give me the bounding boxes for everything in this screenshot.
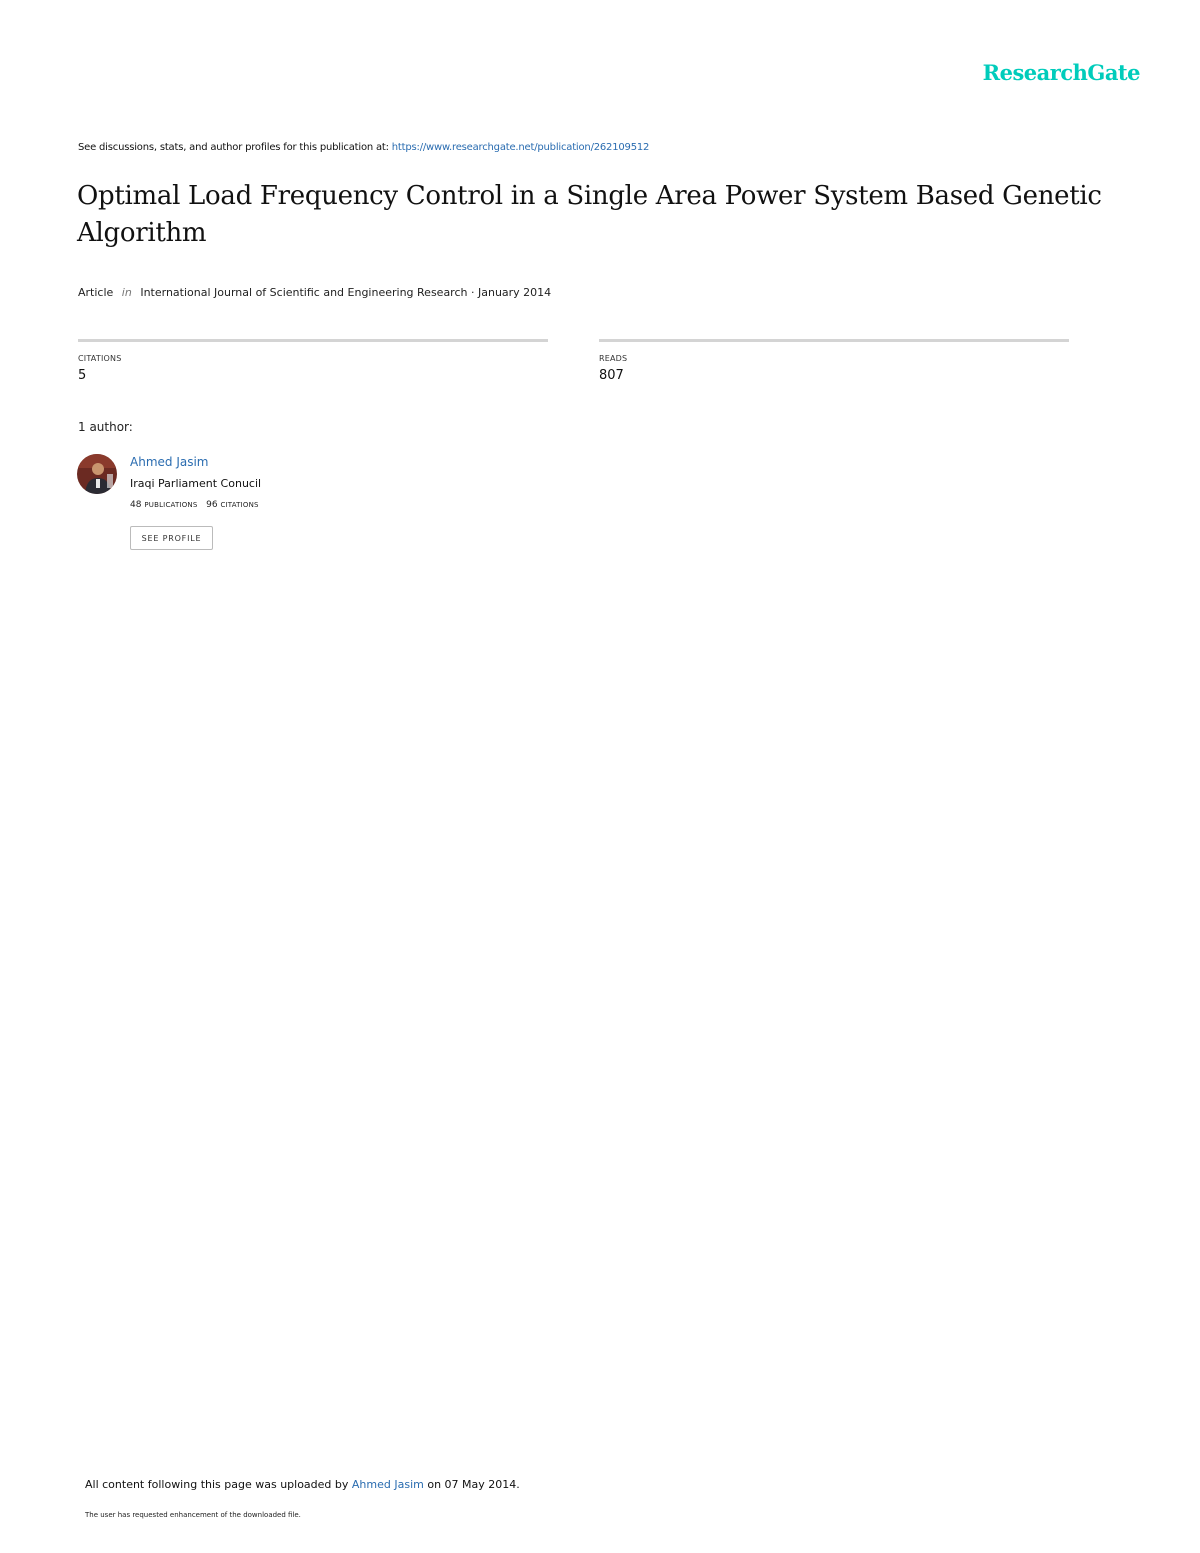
researchgate-logo[interactable]: ResearchGate [982, 60, 1140, 85]
see-profile-button[interactable]: SEE PROFILE [130, 526, 213, 550]
reads-label: READS [599, 354, 628, 363]
publication-url-link[interactable]: https://www.researchgate.net/publication/262109512 [391, 142, 650, 153]
author-institution: Iraqi Parliament Conucil [130, 477, 262, 490]
in-label: in [121, 286, 132, 299]
upload-note [85, 1478, 520, 1491]
author-photo-graphic [77, 454, 117, 494]
upload-suffix: on 07 May 2014. [427, 1478, 520, 1491]
meta-separator: · [470, 286, 475, 299]
upload-author-link[interactable]: Ahmed Jasim [351, 1478, 424, 1491]
enhancement-note: The user has requested enhancement of the downloaded file. [85, 1511, 301, 1519]
journal-name: International Journal of Scientific and Engineering Research [140, 286, 468, 299]
citations-value: 5 [78, 368, 87, 383]
author-publications-label: PUBLICATIONS [144, 501, 198, 509]
publication-meta [78, 286, 551, 299]
publication-type: Article [78, 286, 114, 299]
publication-title: Optimal Load Frequency Control in a Single Area Power System Based Genetic Algorithm [77, 181, 1102, 248]
citations-label: CITATIONS [78, 354, 122, 363]
source-line [78, 142, 649, 153]
source-prefix: See discussions, stats, and author profiles for this publication at: [78, 142, 389, 153]
author-name-link[interactable]: Ahmed Jasim [130, 455, 209, 469]
publication-date: January 2014 [477, 286, 552, 299]
author-photo-icon[interactable] [77, 454, 117, 494]
author-info [130, 455, 261, 510]
author-publications-count: 48 [130, 500, 142, 510]
upload-prefix: All content following this page was uploaded by [85, 1478, 349, 1491]
reads-stat [599, 339, 1069, 383]
author-citations-count: 96 [206, 500, 218, 510]
reads-value: 807 [599, 368, 624, 383]
authors-count: 1 author: [78, 420, 133, 434]
citations-stat [78, 339, 548, 383]
author-citations-label: CITATIONS [220, 501, 259, 509]
author-stats [130, 500, 261, 510]
